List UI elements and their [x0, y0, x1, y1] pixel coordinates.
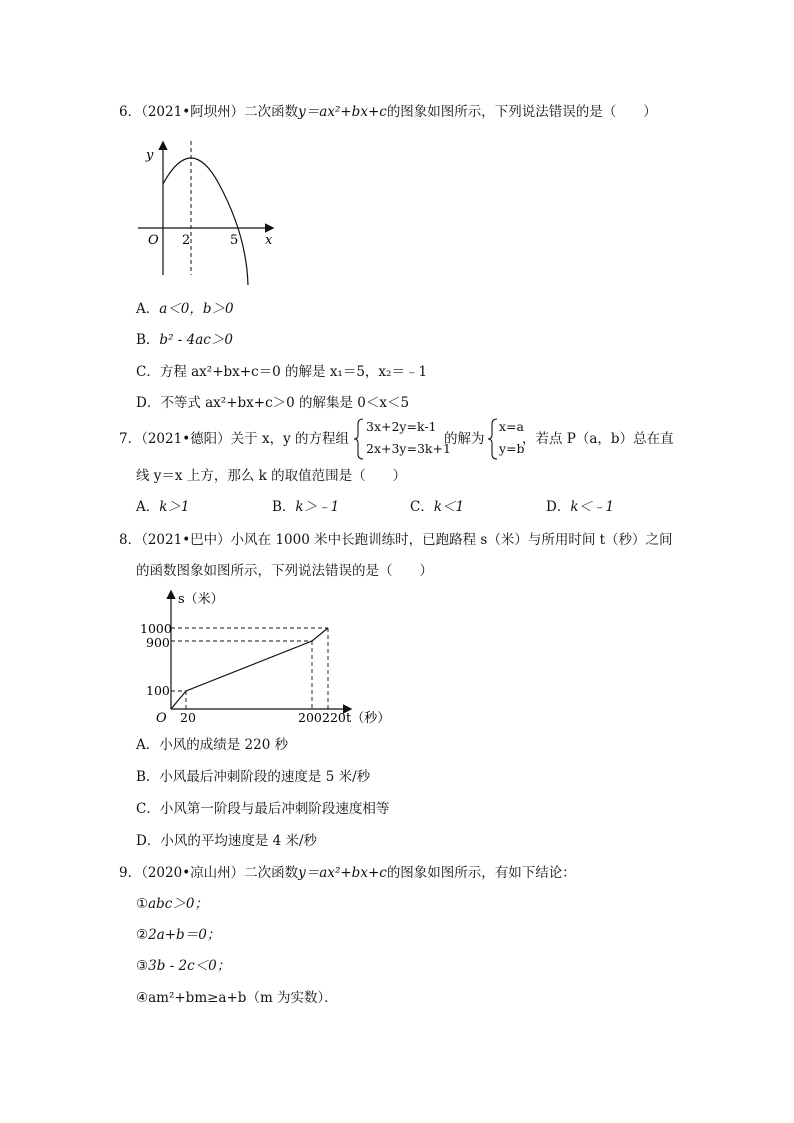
q7-text-b: 的解为 — [444, 431, 485, 447]
q7-option-b-text: k＞﹣1 — [295, 499, 340, 515]
q8-option-a-text: 小风的成绩是 220 秒 — [159, 737, 289, 753]
q9-stem — [119, 864, 576, 882]
q7-text-a: 关于 x，y 的方程组 — [230, 431, 349, 447]
q9-item-2 — [136, 926, 220, 944]
q9-item-1 — [136, 895, 208, 913]
q8-distance-time-graph — [140, 588, 400, 728]
q7-option-d — [546, 498, 614, 516]
q8-option-b-text: 小风最后冲刺阶段的速度是 5 米/秒 — [159, 769, 371, 785]
q7-sol2: y=b — [499, 441, 525, 456]
q8-distance-line — [171, 628, 328, 709]
q8-option-b — [136, 768, 370, 786]
q8-ytick-100: 100 — [146, 683, 170, 698]
q9-item-1-text: abc＞0； — [148, 896, 208, 912]
q6-parabola — [163, 158, 248, 285]
q6-tick-5: 5 — [230, 233, 239, 248]
q9-item-3-mark: ③ — [136, 958, 149, 974]
q8-source: （2021•巴中） — [141, 532, 231, 548]
q8-xtick-20: 20 — [180, 710, 196, 725]
q7-option-d-text: k＜﹣1 — [570, 499, 615, 515]
q6-text-post: 的图象如图所示，下列说法错误的是（ ） — [386, 104, 657, 120]
q9-number: 9． — [119, 865, 142, 881]
q9-item-4-text: am²+bm≥a+b（m 为实数）． — [148, 990, 338, 1006]
q6-parabola-graph — [130, 135, 290, 285]
q6-option-c-text: 方程 ax²+bx+c＝0 的解是 x₁＝5，x₂＝﹣1 — [159, 364, 428, 380]
q7-sol1: x=a — [499, 419, 524, 434]
q7-text-c: ，若点 P（a，b）总在直 — [522, 431, 674, 447]
q8-option-a-letter: A． — [136, 737, 160, 753]
q6-option-a-letter: A． — [136, 301, 160, 317]
q7-option-a-letter: A． — [136, 499, 160, 515]
q8-number: 8． — [119, 532, 142, 548]
q8-y-label: s（米） — [178, 592, 224, 607]
q8-line1: 小风在 1000 米中长跑训练时，已跑路程 s（米）与所用时间 t（秒）之间 — [230, 532, 673, 548]
q6-formula: y＝ax²+bx+c — [298, 104, 387, 120]
q8-option-c — [136, 800, 389, 818]
q6-y-label: y — [146, 148, 154, 163]
q9-formula: y＝ax²+bx+c — [298, 865, 387, 881]
q8-stem-line1 — [119, 531, 673, 549]
q9-text-post: 的图象如图所示，有如下结论： — [386, 865, 576, 881]
q7-number: 7． — [119, 431, 142, 447]
q8-xtick-200: 200 — [298, 710, 322, 725]
q9-item-4-mark: ④ — [136, 990, 149, 1006]
q8-x-label: t（秒） — [346, 711, 391, 726]
q8-option-a — [136, 736, 288, 754]
q9-text-pre: 二次函数 — [244, 865, 299, 881]
q6-option-c-letter: C． — [136, 364, 160, 380]
q7-eq2: 2x+3y=3k+1 — [366, 441, 451, 456]
q6-option-b — [136, 331, 233, 349]
q7-system-brace — [353, 418, 365, 460]
q9-item-4 — [136, 989, 338, 1007]
q6-x-label: x — [265, 233, 273, 248]
q9-item-2-mark: ② — [136, 927, 149, 943]
q7-option-a-text: k＞1 — [159, 499, 190, 515]
q6-origin: O — [148, 233, 159, 248]
q8-option-d-text: 小风的平均速度是 4 米/秒 — [160, 833, 318, 849]
q6-option-c — [136, 363, 427, 381]
q6-option-a — [136, 300, 234, 318]
q7-source: （2021•德阳） — [141, 431, 231, 447]
q6-option-b-letter: B． — [136, 332, 160, 348]
q8-xtick-220: 220 — [322, 710, 346, 725]
q8-option-d-letter: D． — [136, 833, 161, 849]
q9-item-2-text: 2a+b＝0； — [148, 927, 221, 943]
q6-stem — [119, 103, 657, 121]
q8-ytick-900: 900 — [146, 635, 170, 650]
q6-number: 6． — [119, 104, 142, 120]
q8-option-c-text: 小风第一阶段与最后冲刺阶段速度相等 — [159, 801, 390, 817]
q9-item-3 — [136, 957, 230, 975]
q6-option-d-letter: D． — [136, 395, 161, 411]
q6-source: （2021•阿坝州） — [141, 104, 245, 120]
q7-option-c-letter: C． — [410, 499, 434, 515]
q7-option-d-letter: D． — [546, 499, 571, 515]
q6-text-pre: 二次函数 — [244, 104, 299, 120]
q6-option-d — [136, 394, 409, 412]
q8-option-b-letter: B． — [136, 769, 160, 785]
q7-stem-line1-a — [119, 430, 349, 448]
q6-tick-2: 2 — [182, 233, 191, 248]
q9-source: （2020•凉山州） — [141, 865, 245, 881]
q7-option-b — [272, 498, 339, 516]
q9-item-1-mark: ① — [136, 896, 149, 912]
q7-option-c-text: k＜1 — [433, 499, 465, 515]
q7-stem-line2: 线 y＝x 上方，那么 k 的取值范围是（ ） — [136, 468, 407, 484]
q6-option-b-text: b² - 4ac＞0 — [159, 332, 233, 348]
q6-option-d-text: 不等式 ax²+bx+c＞0 的解集是 0＜x＜5 — [160, 395, 410, 411]
q8-option-c-letter: C． — [136, 801, 160, 817]
q8-ytick-1000: 1000 — [140, 621, 172, 636]
q8-origin: O — [156, 711, 167, 726]
q8-stem-line2: 的函数图象如图所示，下列说法错误的是（ ） — [136, 563, 433, 579]
q9-item-3-text: 3b - 2c＜0； — [148, 958, 231, 974]
q7-option-c — [410, 498, 464, 516]
q6-option-a-text: a＜0，b＞0 — [159, 301, 234, 317]
q7-option-a — [136, 498, 190, 516]
q7-eq1: 3x+2y=k-1 — [366, 419, 437, 434]
q7-option-b-letter: B． — [272, 499, 296, 515]
q8-option-d — [136, 832, 317, 850]
q7-solution-brace — [487, 418, 499, 460]
